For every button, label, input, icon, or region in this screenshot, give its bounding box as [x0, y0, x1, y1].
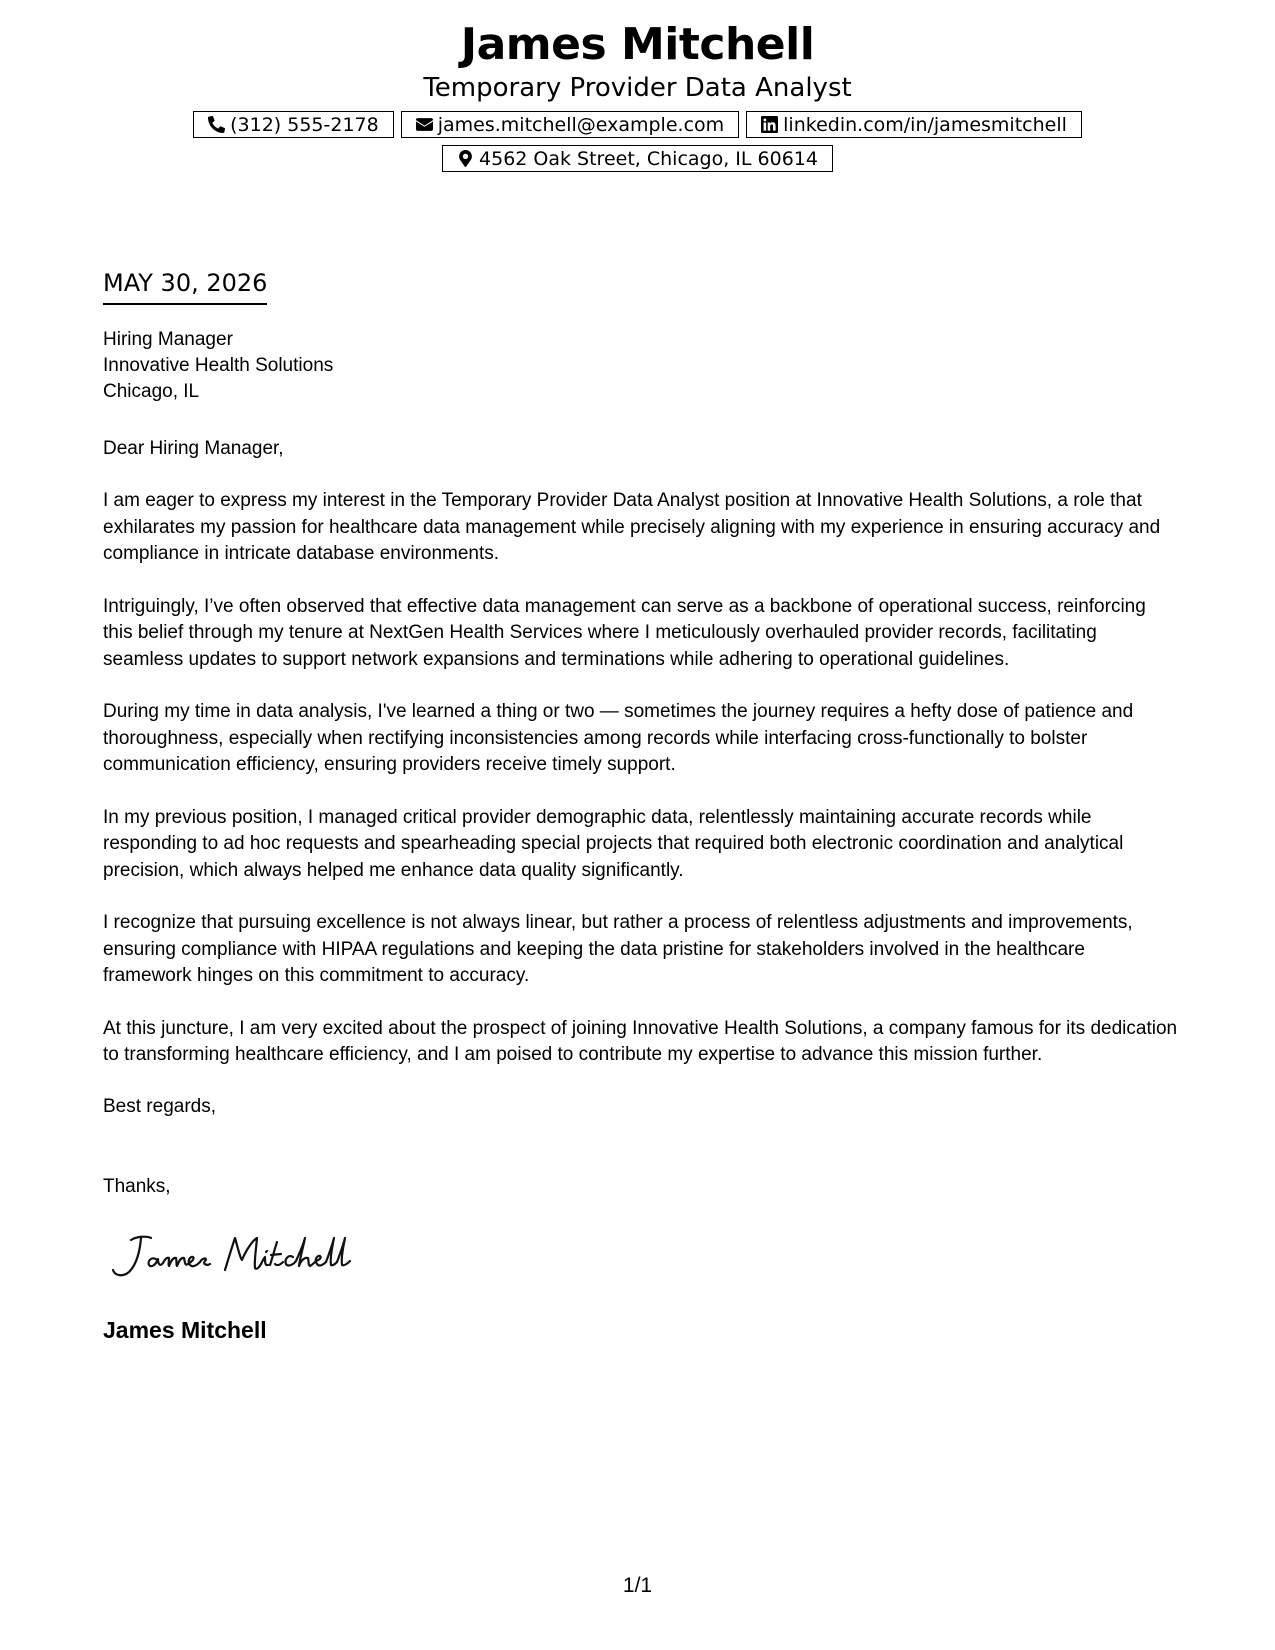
- linkedin-text: linkedin.com/in/jamesmitchell: [783, 113, 1067, 136]
- closing: Best regards,: [103, 1096, 216, 1117]
- thanks-line: Thanks,: [103, 1176, 171, 1197]
- body-paragraph: At this juncture, I am very excited about the prospect of joining Innovative Health Solutions, a company famous for its dedication to transforming healthcare efficiency, and I am poised to contribute my expertise to advance this mission further.: [103, 1017, 1178, 1065]
- applicant-name: James Mitchell: [460, 19, 815, 70]
- body-paragraph: I am eager to express my interest in the Temporary Provider Data Analyst position at Innovative Health Solutions, a role that exhilarates my passion for healthcare data management while precisely aligning with my experience in ensuring accuracy and compliance in intricate database environments.: [103, 490, 1161, 564]
- signed-name: James Mitchell: [103, 1317, 267, 1343]
- linkedin-contact[interactable]: [746, 111, 1082, 138]
- phone-contact[interactable]: [193, 111, 394, 138]
- envelope-icon: [416, 116, 433, 133]
- recipient-block: [103, 327, 333, 405]
- body-paragraph: In my previous position, I managed critical provider demographic data, relentlessly maintaining accurate records while responding to ad hoc requests and spearheading special projects that required both electronic coordination and analytical precision, which always helped me enhance data quality significantly.: [103, 806, 1124, 881]
- body-paragraph: I recognize that pursuing excellence is not always linear, but rather a process of relentless adjustments and improvements, ensuring compliance with HIPAA regulations and keeping the data pristine for stakeholders involved in the healthcare framework hinges on this commitment to accuracy.: [103, 912, 1133, 986]
- body-paragraph: Intriguingly, I’ve often observed that effective data management can serve as a backbone of operational success, reinforcing this belief through my tenure at NextGen Health Services where I meticulously overhauled provider records, facilitating seamless updates to support network expansions and terminations while adhering to operational guidelines.: [103, 595, 1146, 670]
- address-text: 4562 Oak Street, Chicago, IL 60614: [479, 147, 818, 170]
- page-number: 1/1: [622, 1574, 653, 1597]
- linkedin-icon: [761, 116, 778, 133]
- address-contact[interactable]: [442, 145, 833, 172]
- address-row: [0, 145, 1275, 172]
- recipient-name: Hiring Manager: [103, 329, 233, 350]
- contact-row: [0, 111, 1275, 138]
- letter-header: [0, 18, 1275, 172]
- phone-icon: [208, 116, 225, 133]
- body-paragraph: During my time in data analysis, I've learned a thing or two — sometimes the journey requires a hefty dose of patience and thoroughness, especially when rectifying inconsistencies among records while interfacing cross-functionally to bolster communication efficiency, ensuring providers receive timely support.: [103, 701, 1134, 775]
- salutation: Dear Hiring Manager,: [103, 438, 284, 459]
- email-contact[interactable]: [401, 111, 739, 138]
- recipient-location: Chicago, IL: [103, 381, 200, 402]
- phone-text: (312) 555-2178: [230, 113, 379, 136]
- email-text: james.mitchell@example.com: [437, 113, 725, 136]
- handwritten-signature: [107, 1230, 357, 1280]
- job-title: Temporary Provider Data Analyst: [423, 73, 852, 103]
- letter-body: [103, 488, 1178, 1095]
- letter-date: MAY 30, 2026: [103, 268, 267, 305]
- map-marker-icon: [457, 150, 474, 167]
- recipient-company: Innovative Health Solutions: [103, 355, 334, 376]
